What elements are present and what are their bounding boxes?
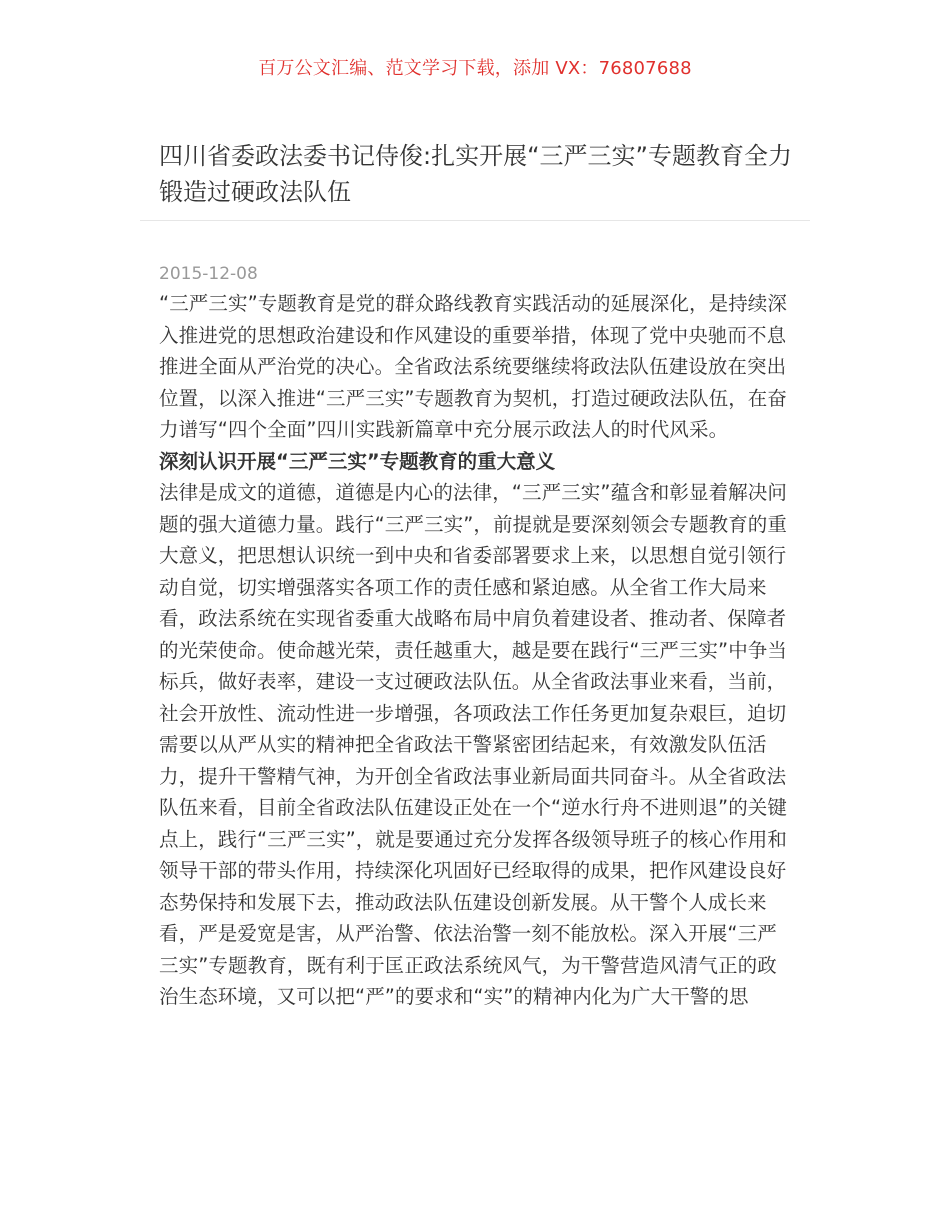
section-heading: 深刻认识开展“三严三实”专题教育的重大意义 <box>159 449 556 473</box>
publish-date: 2015-12-08 <box>159 264 258 284</box>
article-title: 四川省委政法委书记侍俊:扎实开展“三严三实”专题教育全力锻造过硬政法队伍 <box>159 142 792 206</box>
article-body <box>159 288 795 1013</box>
title-divider <box>140 220 810 221</box>
intro-paragraph: “三严三实”专题教育是党的群众路线教育实践活动的延展深化，是持续深入推进党的思想政治建设和作风建设的重要举措，体现了党中央驰而不息推进全面从严治党的决心。全省政法系统要继续将政法队伍建设放在突出位置，以深入推进“三严三实”专题教育为契机，打造过硬政法队伍，在奋力谱写“四个全面”四川实践新篇章中充分展示政法人的时代风采。 <box>159 292 788 441</box>
body-paragraph: 法律是成文的道德，道德是内心的法律，“三严三实”蕴含和彰显着解决问题的强大道德力量。践行“三严三实”，前提就是要深刻领会专题教育的重大意义，把思想认识统一到中央和省委部署要求上来，以思想自觉引领行动自觉，切实增强落实各项工作的责任感和紧迫感。从全省工作大局来看，政法系统在实现省委重大战略布局中肩负着建设者、推动者、保障者的光荣使命。使命越光荣，责任越重大，越是要在践行“三严三实”中争当标兵，做好表率，建设一支过硬政法队伍。从全省政法事业来看，当前，社会开放性、流动性进一步增强，各项政法工作任务更加复杂艰巨，迫切需要以从严从实的精神把全省政法干警紧密团结起来，有效激发队伍活力，提升干警精气神，为开创全省政法事业新局面共同奋斗。从全省政法队伍来看，目前全省政法队伍建设正处在一个“逆水行舟不进则退”的关键点上，践行“三严三实”，就是要通过充分发挥各级领导班子的核心作用和领导干部的带头作用，持续深化巩固好已经取得的成果，把作风建设良好态势保持和发展下去，推动政法队伍建设创新发展。从干警个人成长来看，严是爱宽是害，从严治警、依法治警一刻不能放松。深入开展“三严三实”专题教育，既有利于匡正政法系统风气，为干警营造风清气正的政治生态环境，又可以把“严”的要求和“实”的精神内化为广大干警的思 <box>159 481 788 1008</box>
promo-banner: 百万公文汇编、范文学习下载，添加 VX：76807688 <box>258 58 692 79</box>
